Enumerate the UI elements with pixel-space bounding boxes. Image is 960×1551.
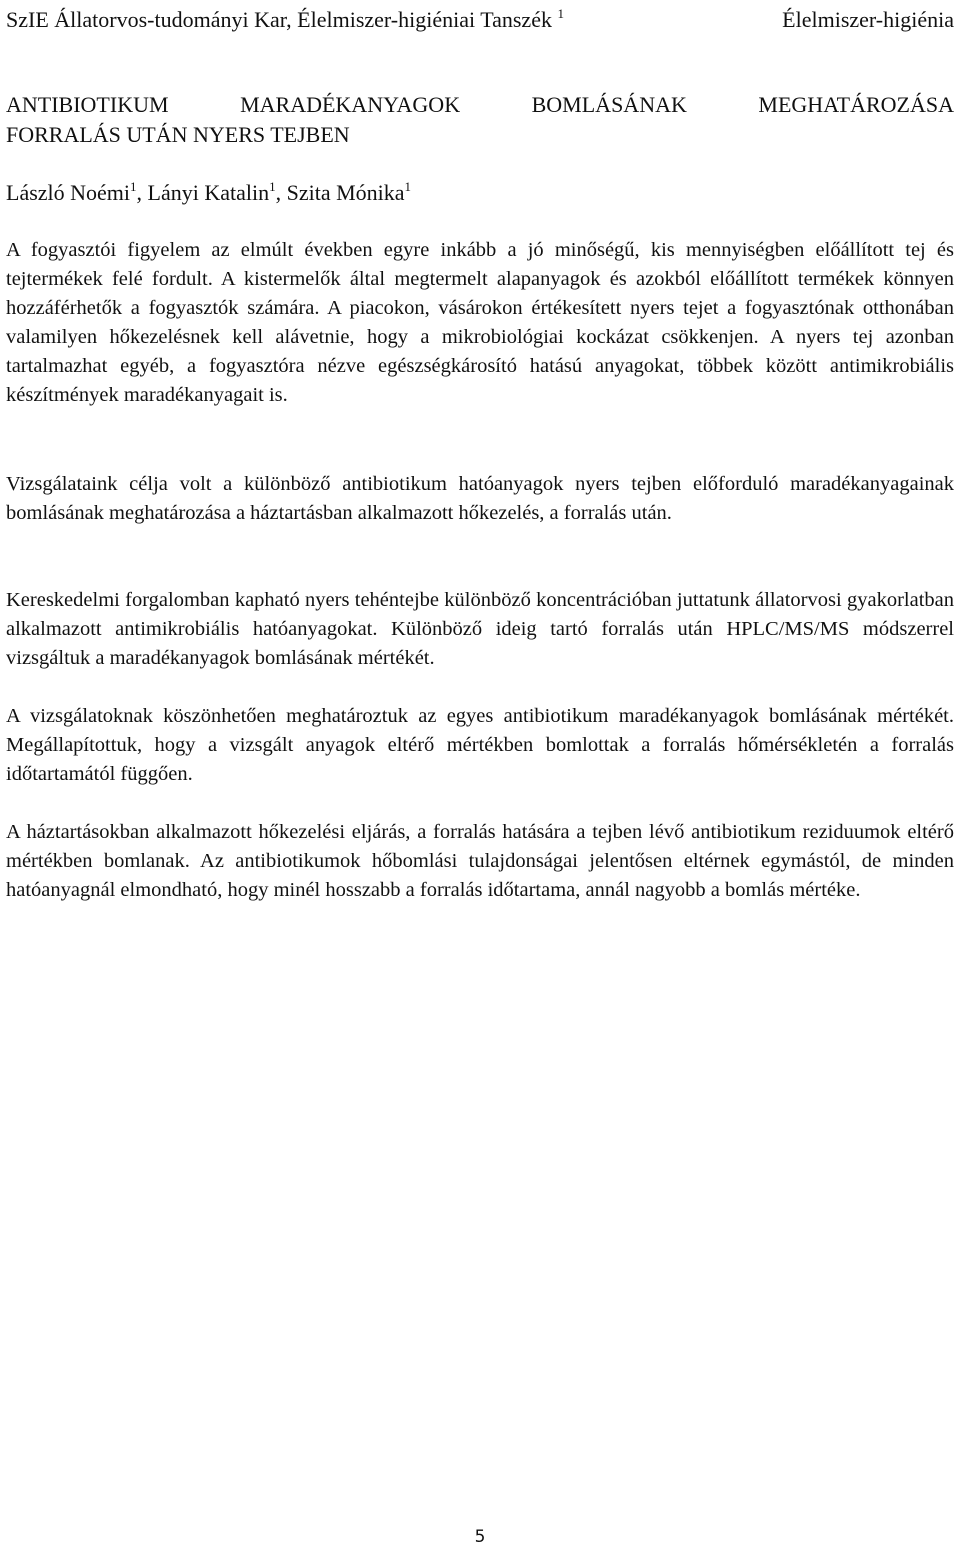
header-institution [6, 4, 564, 36]
header-section: Élelmiszer-higiénia [782, 7, 954, 32]
author-list [6, 178, 411, 208]
author-name: Szita Mónika [286, 180, 405, 205]
title-line-2: FORRALÁS UTÁN NYERS TEJBEN [6, 122, 350, 147]
title-word: ANTIBIOTIKUM [6, 92, 169, 117]
author-separator: , [275, 180, 287, 205]
title-line-1 [6, 90, 954, 120]
author-affiliation-marker: 1 [404, 179, 412, 194]
abstract-paragraph-results: A vizsgálatoknak köszönhetően meghatároztuk az egyes antibiotikum maradékanyagok bomlásának mértékét. Megállapítottuk, hogy a vizsgált anyagok eltérő mértékben bomlottak a forralás hőmérsékletén a forralás időtartamától függően. [6, 705, 954, 785]
title-word: MEGHATÁROZÁSA [758, 92, 954, 117]
author-affiliation-marker: 1 [130, 179, 137, 194]
author-name: Lányi Katalin [147, 180, 270, 205]
article-title [6, 90, 954, 150]
page-number: 5 [474, 1527, 486, 1547]
abstract-paragraph-conclusion: A háztartásokban alkalmazott hőkezelési eljárás, a forralás hatására a tejben lévő antibiotikum reziduumok eltérő mértékben bomlanak. Az antibiotikumok hőbomlási tulajdonságai jelentősen eltérnek egymástól, de minden hatóanyagnál elmondható, hogy minél hosszabb a forralás időtartama, annál nagyobb a bomlás mértéke. [6, 821, 954, 901]
author-affiliation-marker: 1 [269, 179, 276, 194]
running-header [6, 4, 954, 36]
header-institution-text: SzIE Állatorvos-tudományi Kar, Élelmiszer-higiéniai Tanszék [6, 7, 552, 32]
author-name: László Noémi [6, 180, 131, 205]
title-word: BOMLÁSÁNAK [531, 92, 687, 117]
header-affiliation-marker: 1 [557, 6, 564, 21]
title-word: MARADÉKANYAGOK [240, 92, 461, 117]
abstract-paragraph-methods: Kereskedelmi forgalomban kapható nyers tehéntejbe különböző koncentrációban juttatunk állatorvosi gyakorlatban alkalmazott antimikrobiális hatóanyagokat. Különböző ideig tartó forralás után HPLC/MS/MS módszerrel vizsgáltuk a maradékanyagok bomlásának mértékét. [6, 589, 954, 669]
abstract-paragraph-aim: Vizsgálataink célja volt a különböző antibiotikum hatóanyagok nyers tejben előforduló maradékanyagainak bomlásának meghatározása a háztartásban alkalmazott hőkezelés, a forralás után. [6, 473, 954, 524]
author-separator: , [136, 180, 148, 205]
abstract-paragraph-intro: A fogyasztói figyelem az elmúlt években egyre inkább a jó minőségű, kis mennyiségben előállított tej és tejtermékek felé fordult. A kistermelők által megtermelt alapanyagok és azokból előállított termékek könnyen hozzáférhetők a fogyasztók számára. A piacokon, vásárokon értékesített nyers tejet a fogyasztónak otthonában valamilyen hőkezelésnek kell alávetnie, hogy a mikrobiológiai kockázat csökkenjen. A nyers tej azonban tartalmazhat egyéb, a fogyasztóra nézve egészségkárosító hatású anyagokat, többek között antimikrobiális készítmények maradékanyagait is. [6, 239, 954, 406]
